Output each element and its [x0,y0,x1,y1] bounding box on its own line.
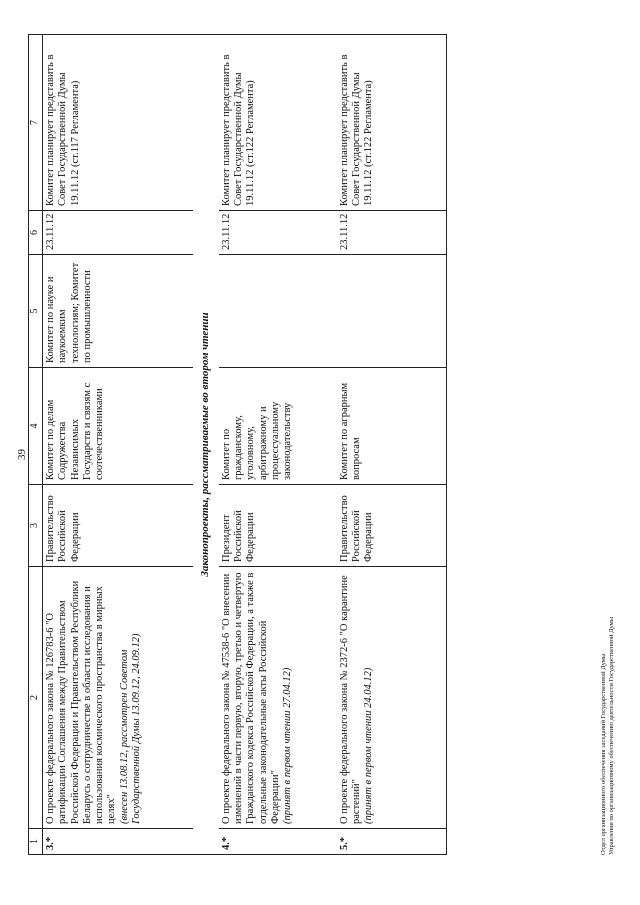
bill-author: Правительство Российской Федерации [337,485,447,567]
review-date: 23.11.12 [337,211,447,255]
footer-line: Управления по организационному обеспечению деятельности Государственной Думы [608,616,615,855]
bill-note: (внесен 13.08.12, рассмотрен Советом Государственной Думы 13.09.12, 24.09.12) [118,633,143,824]
bill-status: Комитет планирует представить в Совет Государственной Думы 19.11.12 (ст.122 Регламента) [337,35,447,211]
bill-title: О проекте федерального закона № 47538-6 "О внесении изменений в части первую, вторую, третью и четвертую Гражданского кодекса Российской Федерации, а также в отдельные законодательные акты Российской Федерации" [220,572,281,824]
table-row [43,35,193,855]
bill-note: (принят в первом чтении 24.04.12) [363,667,375,824]
co-committee [337,255,447,368]
bill-author: Правительство Российской Федерации [43,485,193,567]
section-row [193,35,219,855]
responsible-committee: Комитет по делам Содружества Независимых Государств и связям с соотечественниками [43,368,193,485]
column-number: 1 [29,829,43,855]
bill-note: (принят в первом чтении 27.04.12) [282,667,294,824]
table-row [337,35,447,855]
co-committee [219,255,337,368]
column-number: 3 [29,485,43,567]
column-number: 2 [29,567,43,829]
review-date: 23.11.12 [219,211,337,255]
column-number-row [29,35,43,855]
review-date: 23.11.12 [43,211,193,255]
responsible-committee: Комитет по аграрным вопросам [337,368,447,485]
column-number: 6 [29,211,43,255]
agenda-table [28,34,447,855]
bill-title: О проекте федерального закона № 2372-6 "О карантине растений" [338,575,363,824]
page-number: 39 [16,449,28,460]
bill-status: Комитет планирует представить в Совет Государственной Думы 19.11.12 (ст.122 Регламента) [219,35,337,211]
column-number: 7 [29,35,43,211]
co-committee: Комитет по науке и наукоемким технологиям; Комитет по промышленности [43,255,193,368]
responsible-committee: Комитет по гражданскому, уголовному, арбитражному и процессуальному законодательству [219,368,337,485]
item-number: 3.* [43,829,193,855]
bill-title: О проекте федерального закона № 126783-6 "О ратификации Соглашения между Правительством Российской Федерации и Правительством Республики Беларусь о сотрудничестве в области исследования и использования космического пространства в мирных целях" [45,580,118,824]
column-number: 4 [29,368,43,485]
bill-status: Комитет планирует представить в Совет Государственной Думы 19.11.12 (ст.117 Регламента) [43,35,193,211]
item-number: 5.* [337,829,447,855]
section-title: Законопроекты, рассматриваемые во втором чтении [193,35,219,855]
bill-description [43,567,193,829]
bill-author: Президент Российской Федерации [219,485,337,567]
bill-description [337,567,447,829]
column-number: 5 [29,255,43,368]
item-number: 4.* [219,829,337,855]
bill-description [219,567,337,829]
footer-line: Отдел организационного обеспечения заседаний Государственной Думы [600,653,607,855]
table-row [219,35,337,855]
footer [600,617,616,855]
